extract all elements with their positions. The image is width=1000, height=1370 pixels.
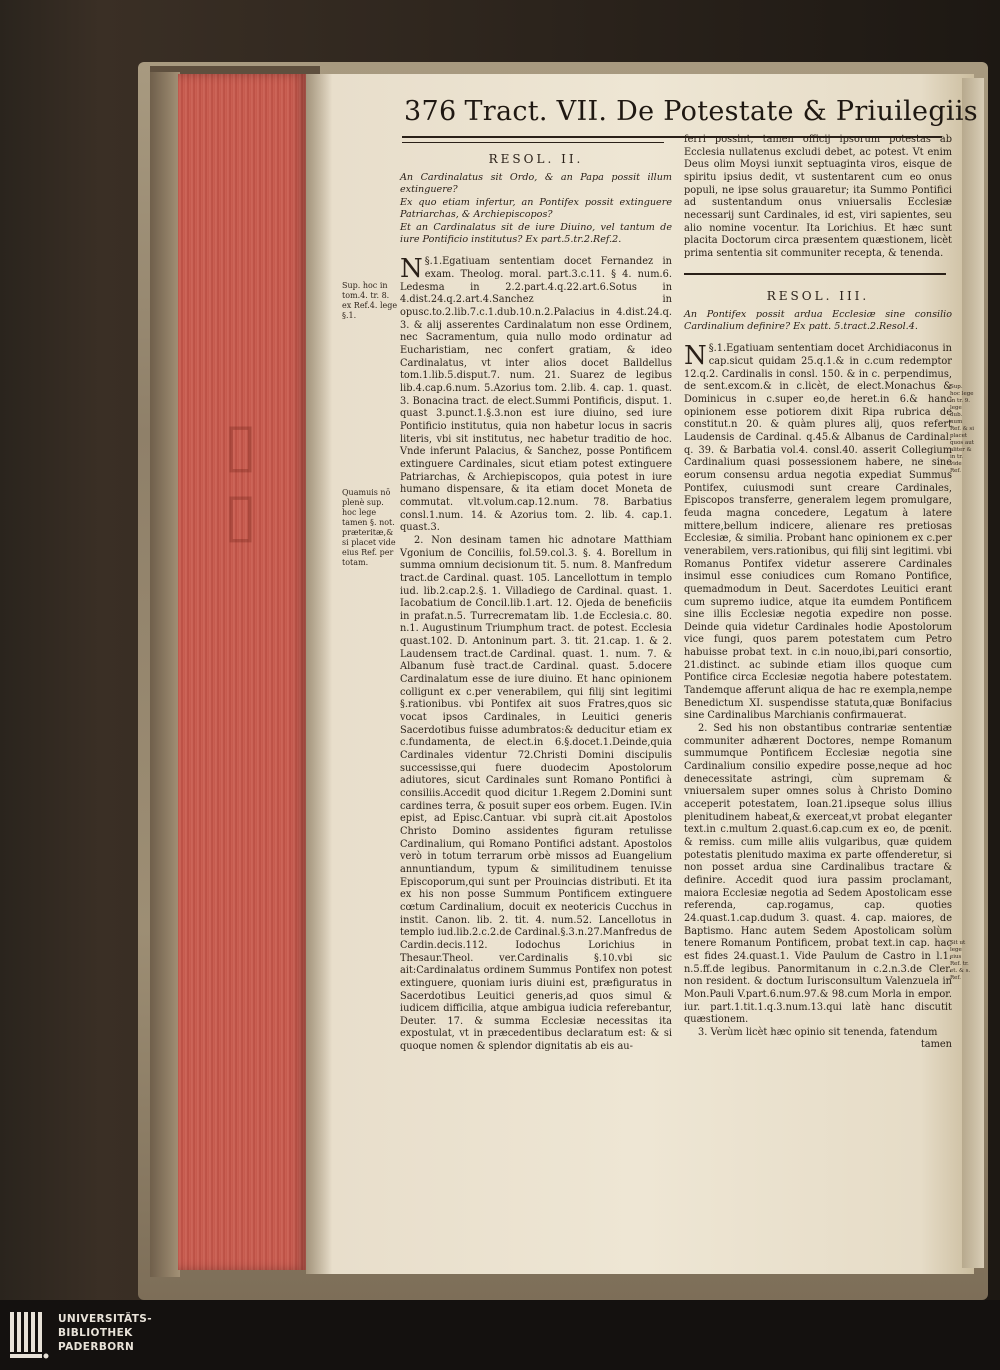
- right-margin-note-2: Sit ut lege eius Ref. tr. et. & s. Ref.: [950, 940, 971, 981]
- resol-ii-title: RESOL. II.: [488, 152, 584, 166]
- red-fore-edge: [178, 74, 306, 1270]
- summary-line: An Cardinalatus sit Ordo, & an Papa possit illum extinguere?: [400, 172, 672, 196]
- library-logo: [8, 1308, 208, 1362]
- library-name-line: PADERBORN: [58, 1341, 135, 1353]
- library-name: [58, 1312, 152, 1354]
- page-title: Tract. VII. De Potestate & Priuilegiis: [464, 96, 978, 127]
- resol-ii-paragraph-1: [400, 256, 672, 534]
- summary-line: Ex quo etiam infertur, an Pontifex possit extinguere Patriarchas, & Archiepiscopos?: [400, 196, 672, 221]
- page-edge-left: [150, 72, 180, 1277]
- paragraph-text: Egatiuam sententiam docet Archidiaconus in cap.sicut quidam 25.q.1.& in c.cum redemptor 12.q.2. Cardinalis in consl. 150. & in c. perpendimus, de sent.excom.& in c.licèt, de elect.Monachus & Dominicus in c.super eo,de heret.in 6.& hanc opinionem esse potiorem dixit Ripa rubrica de constitut.n 20. & quàm plures alij, quos refert Laudensis de Cardinal. q.45.& Albanus de Cardinal. q. 39. & Barbatia vol.4. consl.40. asserit Collegium Cardinalium quasi possessionem habere, ne sine eorum consensu ardua negotia expediat Summus Pontifex, cuiusmodi sunt creare Cardinales, Episcopos transferre, generalem legem promulgare, feuda magna concedere, Legatum à latere mittere,bellum indicere, alienare res pretiosas Ecclesiæ, & similia. Probant hanc opinionem ex c.per venerabilem, vers.rationibus, qui filij sint legitimi. vbi Romanus Pontifex videtur asserere Cardinales insimul esse coniudices cum Romano Pontifice, quemadmodum in Deut. Sacerdotes Leuitici erant cum supremo iudice, atque ita eumdem Pontificem sine illis Ecclesiæ negotia expedire non posse. Deinde quia videtur Cardinales hodie Apostolorum vice fungi, quos parem potestatem cum Petro habuisse probat text. in c.in nouo,ibi,pari consortio, 21.distinct. ac subinde etiam illos quoque cum Pontifice circa Ecclesiæ negotia habere potestatem. Tandemque afferunt aliqua de hac re exempla,nempe Benedictum XI. suspendisse statuta,quæ Bonifacius sine Cardinalibus Marchianis confirmauerat.: [684, 343, 952, 722]
- paragraph-text: Egatiuam sententiam docet Fernandez in exam. Theolog. moral. part.3.c.11. § 4. num.6. Ledesma in 2.2.part.4.q.22.art.6.Sotus in 4.dist.24.q.2.art.4.Sanchez in opusc.to.2.lib.7.c.1.dub.10.n.2.Palacius in 4.dist.24.q. 3. & alij asserentes Cardinalatum non esse Ordinem, nec Sacramentum, quia nullo modo ordinatur ad Eucharistiam, nec confert gratiam, & ideo Cardinalatus, vt inter alios docet Balldellus tom.1.lib.5.disput.7. num. 21. Suarez de legibus lib.4.cap.6.num. 5.Azorius tom. 2.lib. 4. cap. 1. quast. 3. Bonacina tract. de elect.Summi Pontificis, disput. 1. quast 3.punct.1.§.3.non est iure diuino, sed iure Pontificio institutus, quia non habetur locus in sacris literis, vbi sit institutus, nec habetur traditio de hoc. Vnde inferunt Palacius, & Sanchez, posse Pontificem extinguere Cardinales, sicut etiam potest extinguere Patriarchas, & Archiepiscopos, quia potest in iure humano dispensare, & ita etiam docet Moneta de commutat. vlt.volum.cap.12.num. 78. Barbatius consl.1.num. 14. & Azorius tom. 2. lib. 4. cap.1. quast.3.: [400, 256, 672, 534]
- left-column: [400, 150, 672, 1054]
- library-emblem-icon: [8, 1310, 50, 1360]
- library-name-line: UNIVERSITÄTS-: [58, 1313, 153, 1325]
- resol-iii-paragraph-3: 3. Verùm licèt hæc opinio sit tenenda, fatendum: [698, 1026, 938, 1038]
- library-name-line: BIBLIOTHEK: [58, 1327, 133, 1339]
- margin-note-2: Quamuis nō plenè sup. hoc lege tamen §. not. præteritæ,& si placet vide eius Ref. per totam.: [342, 488, 396, 567]
- left-column-rule: [402, 142, 664, 143]
- summary-line: Et an Cardinalatus sit de iure Diuino, vel tantum de iure Pontificio institutus? Ex part.5.tr.2.Ref.2.: [400, 221, 672, 246]
- resol-ii-paragraph-2: 2. Non desinam tamen hic adnotare Matthiam Vgonium de Conciliis, fol.59.col.3. §. 4. Borellum in summa omnium decisionum tit. 5. num. 8. Manfredum tract.de Cardinal. quast. 105. Lancellottum in templo iud. lib.2.cap.2.§. 1. Villadiego de Cardinal. quast. 1. Iacobatium de Concil.lib.1.art. 12. Ojeda de beneficiis in prafat.n.5. Turrecrematam lib. 1.de Ecclesia.c. 80. n.1. Augustinum Triumphum tract. de potest. Ecclesia quast.102. D. Antoninum part. 3. tit. 21.cap. 1. & 2. Laudensem tract.de Cardinal. quast. 1. num. 7. & Albanum fusè tract.de Cardinal. quast. 5.docere Cardinalatum esse de iure diuino. Et hanc opinionem colligunt ex c.per venerabilem, qui filij sint legitimi §.rationibus. vbi Pontifex ait suos Fratres,quos sic vocat ipsos Cardinales, in Leuitici generis Sacerdotibus fuisse adumbratos:& deducitur etiam ex c.fundamenta, de elect.in 6.§.docet.1.Deinde,quia Cardinales videntur 72.Christi Domini discipulis successisse,qui fuere duodecim Apostolorum adiutores, sicut Cardinales sunt Romano Pontifici à consiliis.Accedit quod dicitur 1.Regem 2.Domini sunt cardines terra, & posuit super eos orbem. Eugen. IV.in epist, ad Episc.Cantuar. vbi suprà cit.ait Apostolos Christo Domino assidentes figuram retulisse Cardinalium, qui Romano Pontifici adstant. Apostolos verò in totum terrarum orbè missos ad Euangelium annuntiandum, typum & similitudinem tenuisse Episcoporum,qui sunt per Prouincias distributi. Et ita ex his non posse Summum Pontificem extinguere cœtum Cardinalium, docuit ex neotericis Cucchus in instit. Canon. lib. 2. tit. 4. num.52. Lancellotus in templo iud.lib.2.c.2.de Cardinal.§.3.n.27.Manfredus de Cardin.decis.112. Iodochus Lorichius in Thesaur.Theol. ver.Cardinalis §.10.vbi sic ait:Cardinalatus ordinem Summus Pontifex non potest extinguere, quoniam iuris diuini est, præfiguratus in Sacerdotibus Leuitici generis,ad quos simul & iudicem difficilia, atque ambigua iudicia referebantur, Deuter. 17. & summa Ecclesiæ necessitas ita expostulat, vt in præcedentibus declaratum est: & si quoque nomen & splendor dignitatis ab eis au-: [400, 534, 672, 1053]
- right-column: [684, 134, 952, 1050]
- bleed-through-ghost: ▯ ▯: [224, 410, 258, 550]
- right-margin-note-1: Sup. hoc lege in tr. 9. lege dub. num Ref. & si placet quos aut aliter & in tr. vide Ref.: [950, 384, 974, 474]
- section-mark: §.1.: [424, 256, 443, 268]
- running-header: [404, 96, 978, 127]
- resol-iii-title: RESOL. III.: [766, 288, 870, 303]
- next-page-sliver: [962, 78, 984, 1268]
- resol-divider: [684, 273, 946, 275]
- resol-ii-continuation: ferri possint, tamen officij ipsorum potestas ab Ecclesia nullatenus excludi debet, ac potest. Vt enim Deus olim Moysi iunxit septuaginta viros, eisque de spiritu ipsius dedit, vt sustentarent cum eo onus populi, ne ipse solus grauaretur; ita Summo Pontifici ad sustentandum onus vniuersalis Ecclesiæ necessarij sunt Cardinales, id est, viri sapientes, seu alio nomine vocentur. Ita Lorichius. Et hæc sunt placita Doctorum circa præsentem quæstionem, licèt prima sententia sit communiter recepta, & tenenda.: [684, 134, 952, 259]
- page-gutter-shadow: [306, 74, 332, 1274]
- drop-cap: N: [400, 254, 423, 285]
- resol-ii-summary: [400, 172, 672, 246]
- section-mark: §.1.: [708, 343, 727, 355]
- page-number: 376: [404, 96, 457, 127]
- resol-iii-paragraph-1: [684, 343, 952, 723]
- resol-iii-summary: An Pontifex possit ardua Ecclesiæ sine consilio Cardinalium definire? Ex patt. 5.tract.2.Resol.4.: [684, 308, 952, 332]
- drop-cap: N: [684, 341, 707, 372]
- margin-note-1: Sup. hoc in tom.4. tr. 8. ex Ref.4. lege §.1.: [342, 281, 398, 320]
- catchword: tamen: [920, 1039, 952, 1051]
- resol-iii-paragraph-2: 2. Sed his non obstantibus contrariæ sententiæ communiter adhærent Doctores, nempe Romanum summumque Pontificem Ecclesiæ negotia sine Cardinalium consilio expedire posse,neque ad hoc denecessitate astringi, cùm supremam & vniuersalem super omnes solus à Christo Domino acceperit potestatem, Ioan.21.ipseque solus illius plenitudinem habeat,& exerceat,vt probat eleganter text.in c.multum 2.quast.6.cap.cum ex eo, de pœnit. & remiss. cum mille aliis vulgaribus, quæ quidem potestatis plenitudo maxima ex parte offenderetur, si non posset ardua sine Cardinalibus tractare & definire. Accedit quod iura passim proclamant, maiora Ecclesiæ negotia ad Sedem Apostolicam esse referenda, cap.rogamus, cap. quoties 24.quast.1.cap.dudum 3. quast. 4. cap. maiores, de Baptismo. Hanc autem Sedem Apostolicam solùm tenere Romanum Pontificem, probat text.in cap. hac est fides 24.quast.1. Vide Paulum de Castro in l.1. n.5.ff.de legibus. Panormitanum in c.2.n.3.de Cler. non resident. & doctum Iurisconsultum Valenzuela in Mon.Pauli V.part.6.num.97.& 98.cum Morla in empor. iur. part.1.tit.1.q.3.num.13.qui latè hanc discutit quæstionem.: [684, 723, 952, 1026]
